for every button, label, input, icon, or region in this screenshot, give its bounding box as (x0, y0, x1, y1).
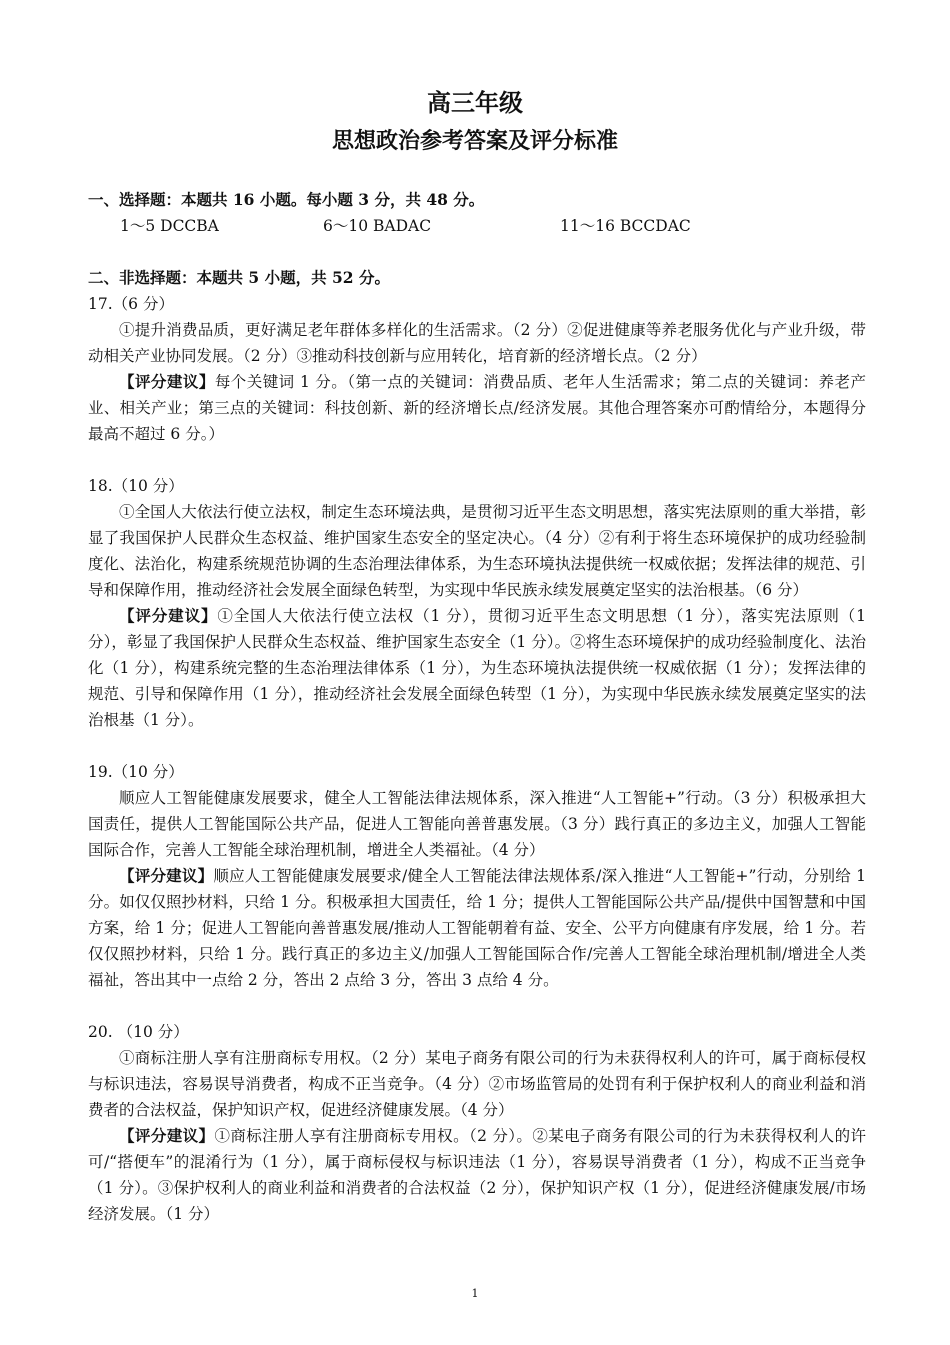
rubric-tag: 【评分建议】 (119, 1126, 215, 1145)
section1-heading: 一、选择题：本题共 16 小题。每小题 3 分，共 48 分。 (88, 190, 485, 209)
q20-rubric-text: ①商标注册人享有注册商标专用权。（2 分）。②某电子商务有限公司的行为未获得权利人的许可/“搭便车”的混淆行为（1 分），属于商标侵权与标识违法（1 分），容易误导消费者（1 分），构成不正当竞争（1 分）。③保护权利人的商业利益和消费者的合法权益（2 分），保护知识产权（1 分），促进经济健康发展/市场经济发展。（1 分） (88, 1127, 866, 1223)
q19-rubric-text: 顺应人工智能健康发展要求/健全人工智能法律法规体系/深入推进“人工智能+”行动，分别给 1 分。如仅仅照抄材料，只给 1 分。积极承担大国责任，给 1 分；提供人工智能国际公共产品/提供中国智慧和中国方案，给 1 分；促进人工智能向善普惠发展/推动人工智能朝着有益、安全、公平方向健康有序发展，给 1 分。若仅仅照抄材料，只给 1 分。践行真正的多边主义/加强人工智能国际合作/完善人工智能全球治理机制/增进全人类福祉，答出其中一点给 2 分，答出 2 点给 3 分，答出 3 点给 4 分。 (88, 867, 866, 989)
answers-11-16: 11～16 BCCDAC (560, 217, 691, 235)
rubric-tag: 【评分建议】 (119, 372, 215, 391)
q17-rubric (88, 369, 866, 447)
q18-rubric-text: ①全国人大依法行使立法权（1 分），贯彻习近平生态文明思想（1 分），落实宪法原则（1 分），彰显了我国保护人民群众生态权益、维护国家生态安全（1 分）。②将生态环境保护的成功经验制度化、法治化（1 分），构建系统完整的生态治理法律体系（1 分），为生态环境执法提供统一权威依据（1 分）；发挥法律的规范、引导和保障作用（1 分），推动经济社会发展全面绿色转型（1 分），为实现中华民族永续发展奠定坚实的法治根基（1 分）。 (88, 607, 866, 729)
section2-heading: 二、非选择题：本题共 5 小题，共 52 分。 (88, 268, 390, 287)
q20-rubric (88, 1123, 866, 1227)
page-title: 高三年级 (427, 89, 523, 117)
page-number: 1 (471, 1287, 479, 1300)
q19-rubric (88, 863, 866, 993)
q18-heading: 18.（10 分） (88, 477, 184, 495)
q18-answer: ①全国人大依法行使立法权，制定生态环境法典，是贯彻习近平生态文明思想，落实宪法原则的重大举措，彰显了我国保护人民群众生态权益、维护国家生态安全的坚定决心。（4 分）②有利于将生态环境保护的成功经验制度化、法治化，构建系统规范协调的生态治理法律体系，为生态环境执法提供统一权威依据；发挥法律的规范、引导和保障作用，推动经济社会发展全面绿色转型，为实现中华民族永续发展奠定坚实的法治根基。（6 分） (88, 503, 866, 599)
q18-rubric (88, 603, 866, 733)
choice-answers (88, 213, 866, 239)
page-subtitle: 思想政治参考答案及评分标准 (331, 129, 618, 154)
rubric-tag: 【评分建议】 (119, 866, 214, 885)
q17-answer: ①提升消费品质，更好满足老年群体多样化的生活需求。（2 分）②促进健康等养老服务优化与产业升级，带动相关产业协同发展。（2 分）③推动科技创新与应用转化，培育新的经济增长点。（2 分） (88, 321, 866, 365)
q17-rubric-text: 每个关键词 1 分。（第一点的关键词：消费品质、老年人生活需求；第二点的关键词：养老产业、相关产业；第三点的关键词：科技创新、新的经济增长点/经济发展。其他合理答案亦可酌情给分，本题得分最高不超过 6 分。） (88, 373, 866, 443)
rubric-tag: 【评分建议】 (119, 606, 218, 625)
answers-6-10: 6～10 BADAC (323, 217, 432, 235)
q20-heading: 20. （10 分） (88, 1023, 189, 1041)
q17-heading: 17.（6 分） (88, 295, 174, 313)
content (88, 187, 866, 1227)
q19-answer: 顺应人工智能健康发展要求，健全人工智能法律法规体系，深入推进“人工智能+”行动。（3 分）积极承担大国责任，提供人工智能国际公共产品，促进人工智能向善普惠发展。（3 分）践行真正的多边主义，加强人工智能国际合作，完善人工智能全球治理机制，增进全人类福祉。（4 分） (88, 789, 866, 859)
answers-1-5: 1～5 DCCBA (120, 217, 219, 235)
q19-heading: 19.（10 分） (88, 763, 184, 781)
q20-answer: ①商标注册人享有注册商标专用权。（2 分）某电子商务有限公司的行为未获得权利人的许可，属于商标侵权与标识违法，容易误导消费者，构成不正当竞争。（4 分）②市场监管局的处罚有利于保护权利人的商业利益和消费者的合法权益，保护知识产权，促进经济健康发展。（4 分） (88, 1049, 866, 1119)
